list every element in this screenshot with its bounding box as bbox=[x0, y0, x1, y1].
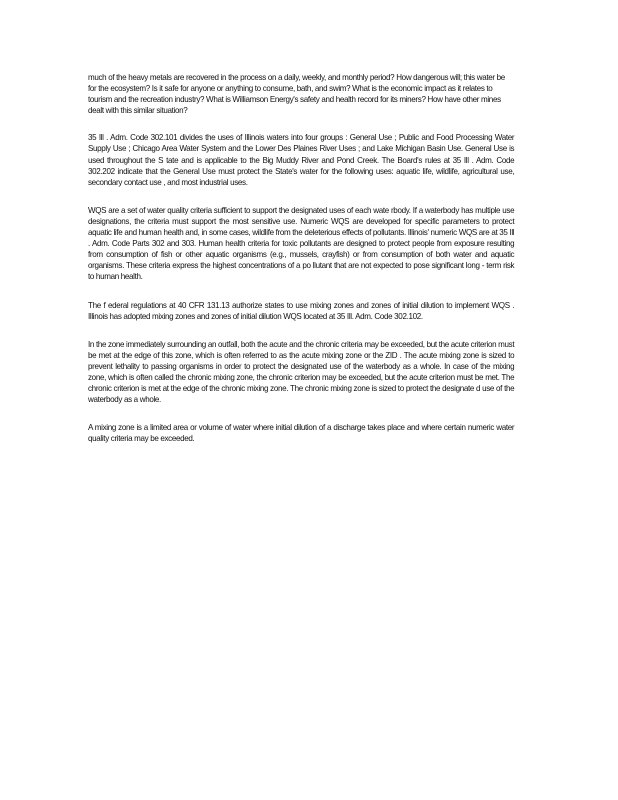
paragraph-mixing-zone-definition: A mixing zone is a limited area or volume of water where initial dilution of a discharge takes place and where certain numeric water quality criteria may be exceeded. bbox=[88, 422, 515, 444]
paragraph-wqs-definition: WQS are a set of water quality criteria sufficient to support the designated uses of each wate rbody. If a waterbody has multiple use designations, the criteria must support the most sensitive use. Numeric WQS are developed for specific parameters to protect aquatic life and human health and, in some cases, wildlife from the deleterious effects of pollutants. Illinois' numeric WQS are at 35 Ill . Adm. Code Parts 302 and 303. Human health criteria for toxic pollutants are designed to protect people from exposure resulting from consumption of fish or other aquatic organisms (e.g., mussels, crayfish) or from consumption of both water and aquatic organisms. These criteria express the highest concentrations of a po llutant that are not expected to pose significant long - term risk to human health. bbox=[88, 204, 515, 282]
paragraph-federal-regulations: The f ederal regulations at 40 CFR 131.13 authorize states to use mixing zones and zones of initial dilution to implement WQS . Illinois has adopted mixing zones and zones of initial dilution WQS located at 35 Ill. Adm. Code 302.102. bbox=[88, 299, 515, 321]
paragraph-questions: much of the heavy metals are recovered in the process on a daily, weekly, and monthly period? How dangerous will; this water be for the ecosystem? Is it safe for anyone or anything to consume, bath, and swim? What is the economic impact as it relates to tourism and the recreation industry? What is Williamson Energy's safety and health record for its miners? How have other mines dealt with this similar situation? bbox=[88, 72, 505, 116]
paragraph-mixing-zone-criteria: In the zone immediately surrounding an outfall, both the acute and the chronic criteria may be exceeded, but the acute criterion must be met at the edge of this zone, which is often referred to as the acute mixing zone or the ZID . The acute mixing zone is sized to prevent lethality to passing organisms in order to protect the designated use of the waterbody as a whole. In case of the mixing zone, which is often called the chronic mixing zone, the chronic criterion may be exceeded, but the acute criterion must be met. The chronic criterion is met at the edge of the chronic mixing zone. The chronic mixing zone is sized to protect the designate d use of the waterbody as a whole. bbox=[88, 338, 515, 405]
document-body bbox=[88, 72, 514, 444]
paragraph-water-uses: 35 Ill . Adm. Code 302.101 divides the uses of Illinois waters into four groups : General Use ; Public and Food Processing Water Supply Use ; Chicago Area Water System and the Lower Des Plaines River Uses ; and Lake Michigan Basin Use. General Use is used throughout the S tate and is applicable to the Big Muddy River and Pond Creek. The Board's rules at 35 Ill . Adm. Code 302.202 indicate that the General Use must protect the State's water for the following uses: aquatic life, wildlife, agricultural use, secondary contact use , and most industrial uses. bbox=[88, 132, 515, 187]
